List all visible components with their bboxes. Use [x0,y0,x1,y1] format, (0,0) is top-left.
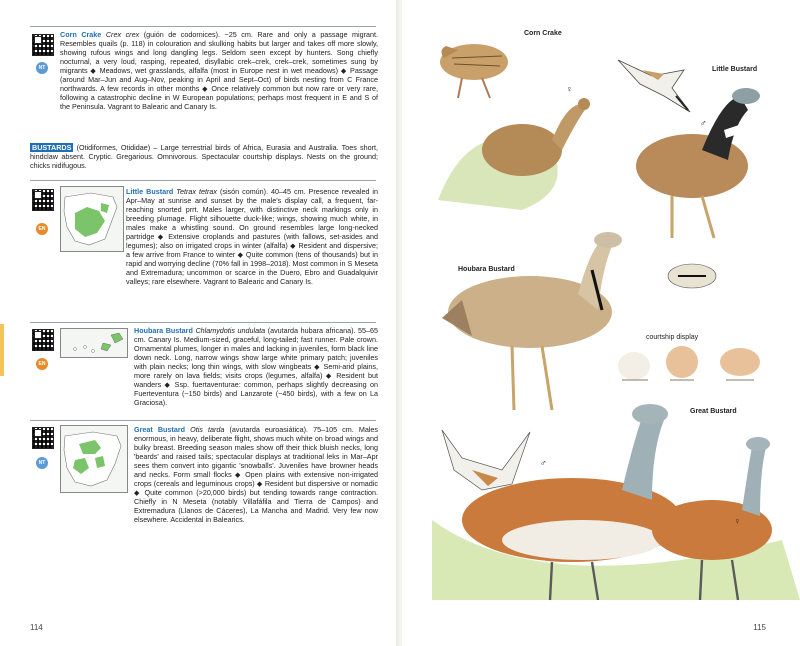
qr-code-icon[interactable] [32,329,54,351]
species-description: (avutarda hubara africana). 55–65 cm. Canary Is. Medium-sized, graceful, long-tailed; fast runner. Pale crown. Ornamental plumes, longer in males and lacking in juveniles, form black line down neck. Long, narrow wings show large white primary patch; juveniles with plain necks; long thin wings, with slow wingbeats ◆ Semi-arid plains, more rarely on lava fields; visits crops (legumes, alfalfa) ◆ Resident but wanders ◆ Ssp. fuertaventurae: common, perhaps slightly decreasing on Fuerteventura (~150 birds) and Lanzarote (~450 birds), with a few on La Graciosa). [134,326,379,408]
left-page [0,0,398,646]
distribution-map [60,186,124,252]
male-symbol: ♂ [700,118,707,128]
species-scientific-name: Chlamydotis undulata [195,326,266,335]
qr-code-icon[interactable] [32,189,54,211]
distribution-map [60,425,128,493]
family-label: BUSTARDS [32,143,72,152]
houbara-bustard-illustration [442,232,622,410]
section-tab [0,324,4,376]
section-rule [30,420,376,421]
right-page [402,0,800,646]
species-description: (sisón común). 40–45 cm. Presence revealed in Apr–May at sunrise and sunset by the male's display call, a frequent, far-reaching snorted prrt. Males larger, with distinctive neck markings only in breeding plumage. Flight silhouette duck-like; wings, showing much white, in males make a whistling sound. On ground resembles large long-necked partridge ◆ Extensive croplands and pastures (with fallows, set-asides and legumes); also on irrigated crops in winter (alfalfa) ◆ Resident and dispersive; a few arrive from France to winter ◆ Quite common (tens of thousands) but in rapid and worrying decline (70% fall in 1998–2018). Most common in S Meseta and Extremadura; uncommon or scarce in the Duero, Ebro and Guadalquivir valleys; rare elsewhere. Vagrant to Balearic and Canary Is. [126,187,379,287]
species-entry-houbara-bustard [134,326,378,407]
species-title: Corn Crake [60,30,102,39]
family-description: (Otidiformes, Otididae) – Large terrestrial birds of Africa, Eurasia and Australia. Toes short, hindclaw absent. Cryptic. Gregarious. Omnivorous. Spectacular courtship displays. Nests on the ground; chicks nidifugous. [30,143,379,171]
species-scientific-name: Crex crex [105,30,140,39]
great-bustard-pair-illustration [432,404,800,600]
female-symbol: ♀ [566,84,573,94]
little-bustard-male-illustration [636,88,760,238]
qr-code-icon[interactable] [32,34,54,56]
little-bustard-flight-illustration [618,60,690,112]
status-badge: NT [36,62,48,74]
top-rule [30,26,376,27]
page-number: 115 [753,623,766,632]
courtship-display-illustration [618,346,760,380]
species-description: (avutarda euroasiática). 75–105 cm. Males enormous, in heavy, deliberate flight, shows much white on broad wings and bulky breast. Breeding season males show off their thick bluish necks, long 'beards' and raised tails; spectacular displays at traditional leks in Mar–Apr sees them convert into gigantic 'snowballs'. Juveniles have browner heads and necks. Form small flocks ◆ Open plains with extensive non-irrigated crops (cereals and leguminous crops) ◆ Resident but dispersive or nomadic ◆ Quite common (>20,000 birds) but tending towards range contraction. Chiefly in N Meseta (notably Villafáfila and Tierra de Campos) and Extremadura (Llanos de Cáceres), La Mancha and Madrid. Very few now elsewhere. Accidental in Balearics. [134,425,379,525]
species-scientific-name: Tetrax tetrax [176,187,217,196]
distribution-map [60,328,128,358]
caption-corn-crake: Corn Crake [524,30,562,37]
species-title: Houbara Bustard [134,326,193,335]
qr-code-icon[interactable] [32,427,54,449]
status-badge: EN [36,223,48,235]
status-badge: EN [36,358,48,370]
page-number: 114 [30,623,43,632]
caption-houbara-bustard: Houbara Bustard [458,266,515,273]
section-rule [30,322,376,323]
bird-illustrations [402,0,800,646]
species-description: (guión de codornices). ~25 cm. Rare and only a passage migrant. Resembles quails (p. 118) in colouration and skulking habits but larger and takes off more slowly, showing rufous wings and long dangling legs. Seldom seen except by hunters. Song chiefly nocturnal, a very loud, rasping, repeated, disyllabic crek–crek, crek–crek, sometimes sung by migrants ◆ Meadows, wet grasslands, alfalfa (most in Europe nest in wet meadows) ◆ Passage (around Mar–Jun and Aug–Nov, peaking in April and Sept–Oct) of birds nesting from C France northwards. A few records in other months ◆ Once relatively common but now rare or very rare, following a catastrophic decline in W European populations; perhaps most frequent in E and S of the Peninsula. Vagrant to Balearic and Canary Is. [60,30,379,112]
species-entry-corn-crake [60,30,378,111]
caption-great-bustard: Great Bustard [690,408,737,415]
corn-crake-illustration [440,44,508,98]
species-entry-great-bustard [134,425,378,525]
status-badge: NT [36,457,48,469]
species-title: Great Bustard [134,425,186,434]
female-symbol: ♀ [734,516,741,526]
species-entry-little-bustard [126,187,378,287]
section-rule [30,180,376,181]
great-bustard-flight-illustration [442,430,530,490]
caption-courtship-display: courtship display [646,334,699,341]
caption-little-bustard: Little Bustard [712,66,758,73]
species-scientific-name: Otis tarda [190,425,225,434]
houbara-display-illustration [668,264,716,288]
family-intro [30,143,378,170]
male-symbol: ♂ [540,458,547,468]
species-title: Little Bustard [126,187,174,196]
little-bustard-female-illustration [438,98,590,210]
